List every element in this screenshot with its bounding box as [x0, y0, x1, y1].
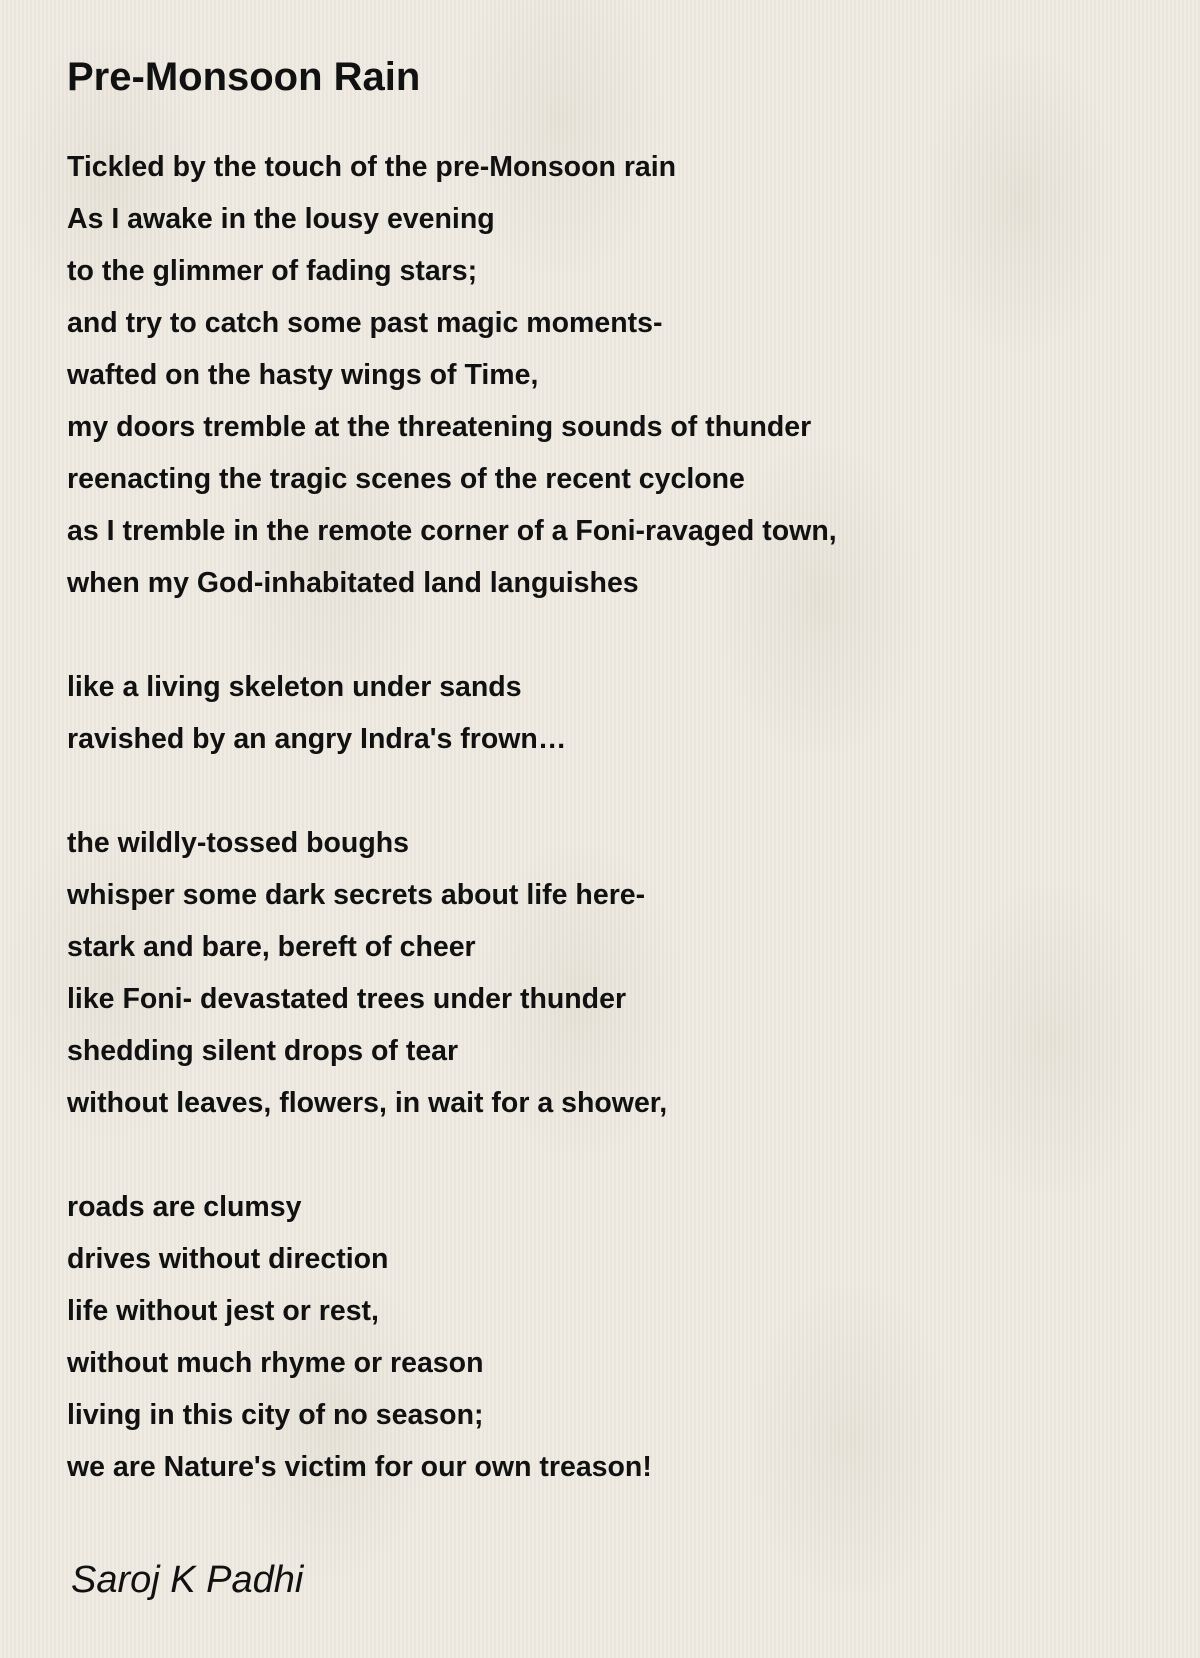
poem-line: drives without direction [67, 1243, 389, 1275]
poem-line: living in this city of no season; [67, 1399, 484, 1431]
poem-line: life without jest or rest, [67, 1295, 379, 1327]
poem-line: to the glimmer of fading stars; [67, 255, 478, 287]
poem-line: and try to catch some past magic moments- [67, 307, 663, 339]
poem-line: as I tremble in the remote corner of a Foni-ravaged town, [67, 515, 837, 547]
poem-line: like a living skeleton under sands [67, 671, 522, 703]
poem-title: Pre-Monsoon Rain [67, 55, 421, 99]
stanza-break [67, 609, 1147, 661]
poem-line: whisper some dark secrets about life here- [67, 879, 646, 911]
poem-body [67, 141, 1147, 1493]
stanza-break [67, 765, 1147, 817]
poem-line: shedding silent drops of tear [67, 1035, 459, 1067]
poem-line: we are Nature's victim for our own treason! [67, 1451, 652, 1483]
poem-line: roads are clumsy [67, 1191, 302, 1223]
poem-line: the wildly-tossed boughs [67, 827, 410, 859]
poem-line: reenacting the tragic scenes of the recent cyclone [67, 463, 745, 495]
poem-author: Saroj K Padhi [71, 1559, 304, 1601]
poem-line: wafted on the hasty wings of Time, [67, 359, 539, 391]
poem-line: As I awake in the lousy evening [67, 203, 495, 235]
poem-page [67, 52, 1147, 1493]
poem-line: without leaves, flowers, in wait for a shower, [67, 1087, 668, 1119]
poem-line: ravished by an angry Indra's frown… [67, 723, 567, 755]
poem-line: stark and bare, bereft of cheer [67, 931, 476, 963]
poem-line: without much rhyme or reason [67, 1347, 484, 1379]
poem-line: Tickled by the touch of the pre-Monsoon rain [67, 151, 677, 183]
stanza-break [67, 1129, 1147, 1181]
poem-line: like Foni- devastated trees under thunder [67, 983, 627, 1015]
poem-line: when my God-inhabitated land languishes [67, 567, 639, 599]
poem-line: my doors tremble at the threatening sounds of thunder [67, 411, 812, 443]
